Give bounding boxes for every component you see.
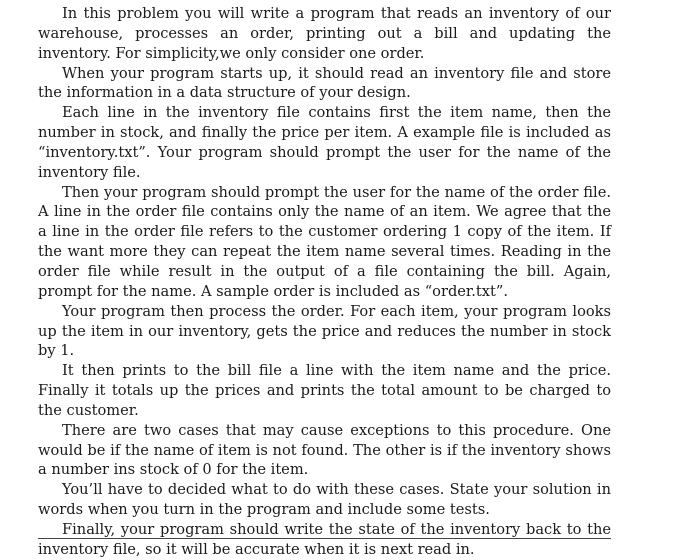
document-body [38, 4, 611, 560]
paragraph-inventory-format: Each line in the inventory file contains first the item name, then the number in stock, and finally the price per item. A example file is included as “inventory.txt”. Your program should prompt the user for the name of the inventory file. [38, 104, 611, 181]
bottom-divider [38, 538, 611, 539]
paragraph-intro: In this problem you will write a program that reads an inventory of our warehouse, processes an order, printing out a bill and updating the inventory. For simplicity,we only consider one order. [38, 5, 611, 62]
paragraph-bill-output: It then prints to the bill file a line with the item name and the price. Finally it totals up the prices and prints the total amount to be charged to the customer. [38, 362, 611, 419]
paragraph-write-back: Finally, your program should write the state of the inventory back to the inventory file, so it will be accurate when it is next read in. [38, 520, 611, 558]
paragraph-exceptions: There are two cases that may cause exceptions to this procedure. One would be if the name of item is not found. The other is if the inventory shows a number ins stock of 0 for the item. [38, 421, 611, 479]
paragraph-handle-cases: You’ll have to decided what to do with these cases. State your solution in words when you turn in the program and include some tests. [38, 481, 611, 519]
paragraph-process-order: Your program then process the order. For each item, your program looks up the item in our inventory, gets the price and reduces the number in stock by 1. [38, 302, 611, 360]
paragraph-startup: When your program starts up, it should read an inventory file and store the information in a data structure of your design. [38, 64, 611, 102]
paragraph-order-file: Then your program should prompt the user for the name of the order file. A line in the order file contains only the name of an item. We agree that the a line in the order file refers to the customer ordering 1 copy of the item. If the want more they can repeat the item name several times. Reading in the order file while result in the output of a file containing the bill. Again, prompt for the name. A sample order is included as “order.txt”. [38, 183, 611, 300]
